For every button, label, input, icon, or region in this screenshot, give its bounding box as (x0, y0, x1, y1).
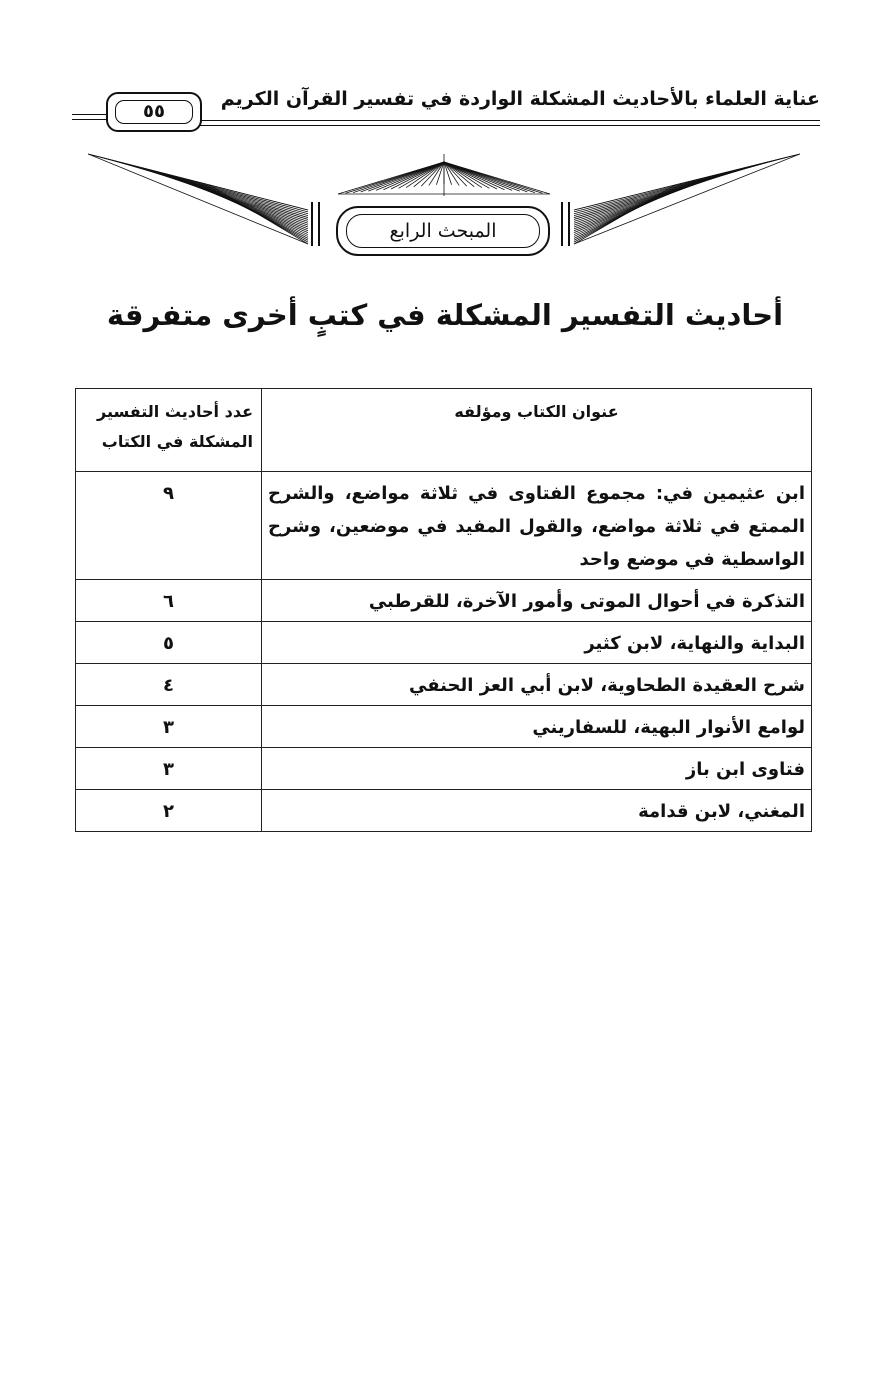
header-rule-right-bottom (198, 125, 820, 126)
table-row (76, 664, 812, 706)
running-title: عناية العلماء بالأحاديث المشكلة الواردة في تفسير القرآن الكريم (220, 88, 820, 110)
section-label-frame (336, 206, 550, 256)
books-table (75, 388, 812, 832)
hadith-count-cell: ٩ (76, 472, 262, 580)
table-row (76, 790, 812, 832)
running-header (72, 88, 820, 136)
chapter-heading: أحاديث التفسير المشكلة في كتبٍ أخرى متفرقة (106, 298, 784, 332)
hadith-count-cell: ٥ (76, 622, 262, 664)
table-row (76, 748, 812, 790)
book-title-cell: شرح العقيدة الطحاوية، لابن أبي العز الحنفي (262, 664, 812, 706)
hadith-count-cell: ٦ (76, 580, 262, 622)
page-number: ٥٥ (115, 100, 193, 124)
table-row (76, 580, 812, 622)
book-title-cell: المغني، لابن قدامة (262, 790, 812, 832)
column-header-title: عنوان الكتاب ومؤلفه (262, 389, 812, 472)
table-body (76, 472, 812, 832)
hadith-count-cell: ٢ (76, 790, 262, 832)
hadith-count-cell: ٣ (76, 706, 262, 748)
book-title-cell: فتاوى ابن باز (262, 748, 812, 790)
table-row (76, 472, 812, 580)
section-label: المبحث الرابع (346, 214, 540, 248)
header-rule-left-bottom (72, 119, 106, 120)
hadith-count-cell: ٤ (76, 664, 262, 706)
table-row (76, 622, 812, 664)
book-title-cell: التذكرة في أحوال الموتى وأمور الآخرة، للقرطبي (262, 580, 812, 622)
table-header-row (76, 389, 812, 472)
page-number-frame (106, 92, 202, 132)
header-rule-right-top (198, 120, 820, 121)
book-title-cell: لوامع الأنوار البهية، للسفاريني (262, 706, 812, 748)
book-title-cell: البداية والنهاية، لابن كثير (262, 622, 812, 664)
header-rule-left-top (72, 114, 106, 115)
table-row (76, 706, 812, 748)
column-header-count: عدد أحاديث التفسير المشكلة في الكتاب (76, 389, 262, 472)
hadith-count-cell: ٣ (76, 748, 262, 790)
book-title-cell: ابن عثيمين في: مجموع الفتاوى في ثلاثة مواضع، والشرح الممتع في ثلاثة مواضع، والقول المفيد في موضعين، وشرح الواسطية في موضع واحد (262, 472, 812, 580)
